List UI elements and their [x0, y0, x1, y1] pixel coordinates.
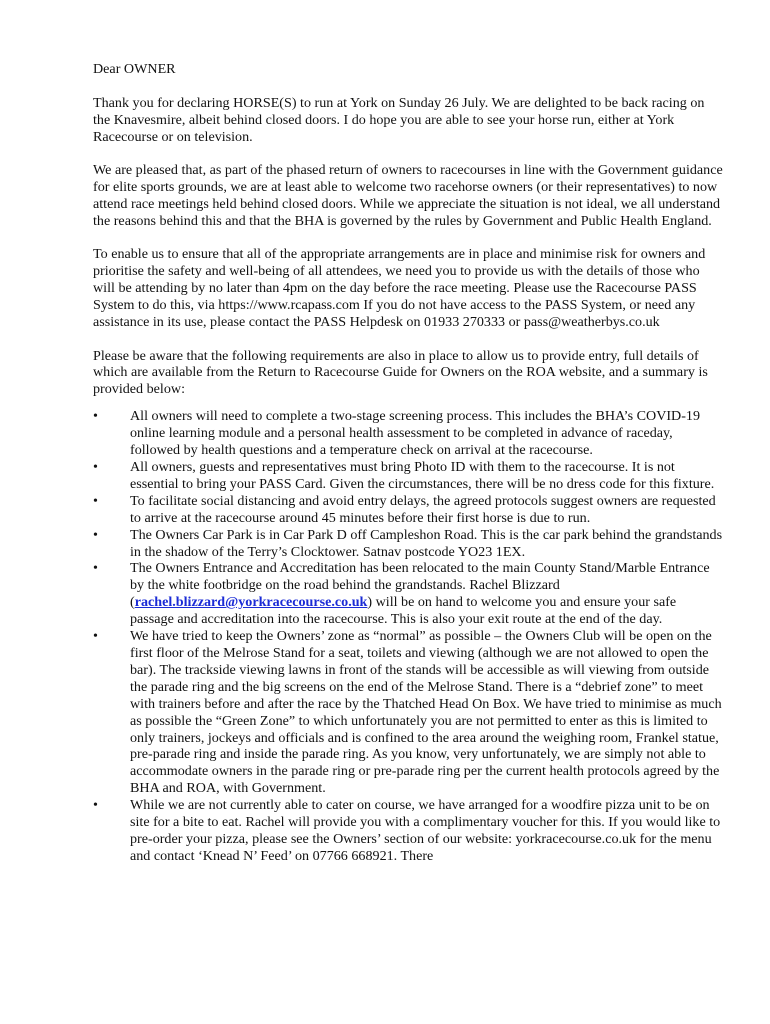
bullet-marker: • [93, 628, 98, 645]
bullet-text-catering: While we are not currently able to cater on course, we have arranged for a woodfire pizza unit to be on site for a bite to eat. Rachel will provide you with a complimentary voucher for this. If you would like to pre-order your pizza, please see the Owners’ section of our website: yorkracecourse.co.uk for the menu and contact ‘Knead N’ Feed’ on 07766 668921. There [130, 797, 721, 864]
bullet-marker: • [93, 459, 98, 475]
bullet-text-owners-zone: We have tried to keep the Owners’ zone as “normal” as possible – the Owners Club will be open on the first floor of the Melrose Stand for a seat, toilets and viewing (although we are not allowed to open the bar). The trackside viewing lawns in front of the stands will be accessible as will viewing from outside the parade ring and the big screens on the end of the Melrose Stand. There is a “debrief zone” to meet with trainers before and after the race by the Thatched Head On Box. We have tried to minimise as much as possible the “Green Zone” to which unfortunately you are not permitted to enter as this is limited to only trainers, jockeys and officials and is confined to the area around the weighing room, Frankel statue, pre-parade ring and inside the parade ring. As you know, very unfortunately, we are simply not able to accommodate owners in the parade ring or pre-parade ring per the current health protocols agreed by the BHA and ROA, with Government. [130, 628, 722, 797]
list-item [93, 408, 723, 459]
paragraph-declaration: Thank you for declaring HORSE(S) to run at York on Sunday 26 July. We are delighted to be back racing on the Knavesmire, albeit behind closed doors. I do hope you are able to see your horse run, either at York Racecourse or on television. [93, 94, 705, 145]
salutation: Dear OWNER [93, 61, 176, 77]
bullet-text-photo-id: All owners, guests and representatives must bring Photo ID with them to the racecourse. It is not essential to bring your PASS Card. Given the circumstances, there will be no dress code for this fixture. [130, 459, 715, 492]
bullet-text-arrival: To facilitate social distancing and avoid entry delays, the agreed protocols suggest owners are requested to arrive at the racecourse around 45 minutes before their first horse is due to run. [130, 492, 716, 526]
bullet-marker: • [93, 560, 98, 577]
list-item [93, 459, 723, 493]
paragraph-requirements-intro: Please be aware that the following requirements are also in place to allow us to provide entry, full details of which are available from the Return to Racecourse Guide for Owners on the ROA website, and a summary is provided below: [93, 347, 708, 398]
list-item [93, 628, 723, 797]
bullet-text-car-park: The Owners Car Park is in Car Park D off Campleshon Road. This is the car park behind the grandstands in the shadow of the Terry’s Clocktower. Satnav postcode YO23 1EX. [130, 526, 723, 560]
paragraph-pass-system: To enable us to ensure that all of the appropriate arrangements are in place and minimise risk for owners and prioritise the safety and well-being of all attendees, we need you to provide us with the details of those who will be attending by no later than 4pm on the day before the race meeting. Please use the Racecourse PASS System to do this, via https://www.rcapass.com If you do not have access to the PASS System, or need any assistance in its use, please contact the PASS Helpdesk on 01933 270333 or pass@weatherbys.co.uk [93, 246, 706, 331]
bullet-marker: • [93, 797, 98, 814]
list-item [93, 527, 723, 561]
bullet-marker: • [93, 526, 98, 543]
paragraph-phased-return: We are pleased that, as part of the phased return of owners to racecourses in line with the Government guidance for elite sports grounds, we are at least able to welcome two racehorse owners (or their representatives) to now attend race meetings held behind closed doors. While we appreciate the situation is not ideal, we all understand the reasons behind this and that the BHA is governed by the rules by Government and Public Health England. [93, 162, 723, 229]
bullet-text-entrance-part2: ) will be on hand to welcome you and ensure your safe passage and accreditation into the racecourse. This is also your exit route at the end of the day. [130, 594, 677, 628]
bullet-marker: • [93, 408, 98, 425]
bullet-text-entrance [130, 560, 710, 627]
contact-email-link[interactable]: rachel.blizzard@yorkracecourse.co.uk [134, 594, 368, 611]
list-item [93, 493, 723, 527]
requirements-list [93, 408, 723, 864]
list-item [93, 797, 723, 865]
bullet-text-entrance-part1: The Owners Entrance and Accreditation has been relocated to the main County Stand/Marble Entrance by the white footbridge on the road behind the grandstands. Rachel Blizzard ( [130, 560, 710, 611]
letter-page [93, 61, 723, 865]
bullet-marker: • [93, 492, 98, 509]
list-item [93, 560, 723, 628]
bullet-text-screening: All owners will need to complete a two-stage screening process. This includes the BHA’s COVID-19 online learning module and a personal health assessment to be completed in advance of raceday, followed by health questions and a temperature check on arrival at the racecourse. [130, 408, 701, 459]
